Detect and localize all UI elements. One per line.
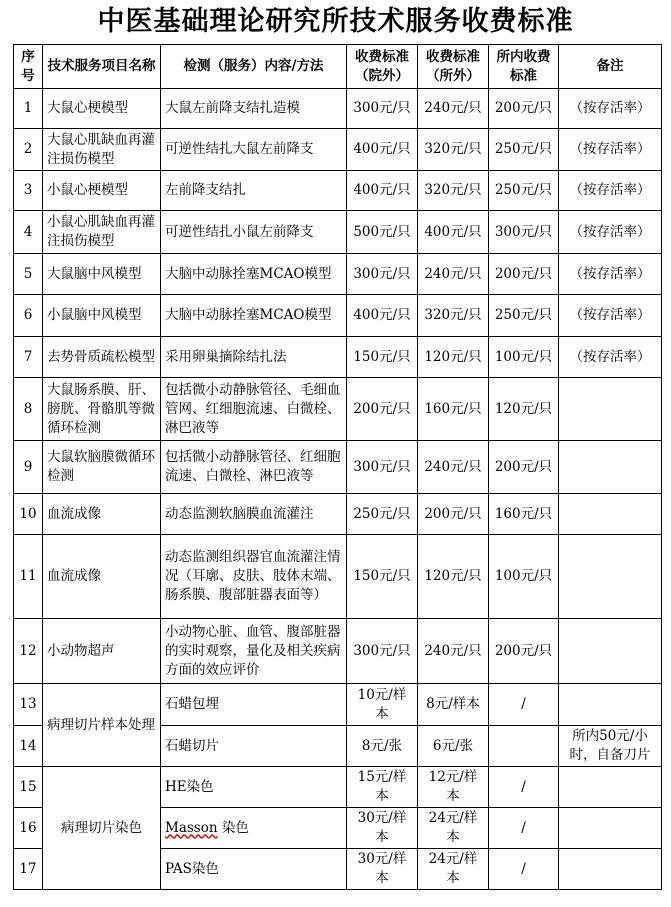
- header-price-external: 收费标准（所外）: [418, 45, 489, 89]
- cell-price-out: 8元/张: [347, 726, 418, 767]
- cell-name-merged: 病理切片染色: [43, 767, 161, 890]
- cell-price-in: /: [489, 767, 559, 808]
- cell-seq: 2: [14, 129, 43, 171]
- cell-price-in: [489, 726, 559, 767]
- cell-price-out: 400元/只: [347, 171, 418, 211]
- table-row: [14, 129, 662, 171]
- cell-content: 动态监测组织器官血流灌注情况（耳廓、皮肤、肢体末端、肠系膜、腹部脏器表面等）: [161, 535, 347, 619]
- cell-note: [559, 535, 662, 619]
- cell-name: 血流成像: [43, 535, 161, 619]
- cell-price-external: 200元/只: [418, 494, 489, 535]
- cell-content: 大鼠左前降支结扎造模: [161, 89, 347, 129]
- cell-content: 小动物心脏、血管、腹部脏器的实时观察，量化及相关疾病方面的效应评价: [161, 619, 347, 684]
- cell-seq: 16: [14, 808, 43, 849]
- cell-price-in: 300元/只: [489, 211, 559, 254]
- cell-content: 包括微小动静脉管径、红细胞流速、白微栓、淋巴液等: [161, 441, 347, 494]
- cell-price-in: 200元/只: [489, 441, 559, 494]
- cell-content: PAS染色: [161, 849, 347, 890]
- cell-price-external: 240元/只: [418, 619, 489, 684]
- cell-name: 去势骨质疏松模型: [43, 337, 161, 378]
- cell-content: 可逆性结扎大鼠左前降支: [161, 129, 347, 171]
- cell-note: [559, 684, 662, 726]
- cell-seq: 17: [14, 849, 43, 890]
- cell-price-in: 100元/只: [489, 535, 559, 619]
- cell-price-out: 300元/只: [347, 441, 418, 494]
- cell-note: （按存活率）: [559, 129, 662, 171]
- table-row: [14, 378, 662, 441]
- cell-price-external: 400元/只: [418, 211, 489, 254]
- cell-name: 小鼠脑中风模型: [43, 295, 161, 337]
- table-row: [14, 767, 662, 808]
- cell-price-external: 240元/只: [418, 89, 489, 129]
- cell-price-external: 320元/只: [418, 171, 489, 211]
- header-price-in: 所内收费标准: [489, 45, 559, 89]
- cell-note: [559, 619, 662, 684]
- cell-price-in: 250元/只: [489, 295, 559, 337]
- cell-content: [161, 808, 347, 849]
- table-row: [14, 254, 662, 295]
- cell-price-in: 250元/只: [489, 129, 559, 171]
- cell-price-external: 6元/张: [418, 726, 489, 767]
- cell-price-in: 200元/只: [489, 89, 559, 129]
- cell-price-out: 250元/只: [347, 494, 418, 535]
- cell-price-out: 300元/只: [347, 89, 418, 129]
- cell-price-in: /: [489, 684, 559, 726]
- cell-content: 大脑中动脉拴塞MCAO模型: [161, 295, 347, 337]
- document-title: 中医基础理论研究所技术服务收费标准: [97, 6, 574, 37]
- cell-seq: 8: [14, 378, 43, 441]
- cell-price-out: 15元/样本: [347, 767, 418, 808]
- cell-content: 左前降支结扎: [161, 171, 347, 211]
- cell-seq: 1: [14, 89, 43, 129]
- cell-price-in: 120元/只: [489, 378, 559, 441]
- cell-price-in: /: [489, 849, 559, 890]
- cell-price-out: 300元/只: [347, 254, 418, 295]
- cell-name: 大鼠心梗模型: [43, 89, 161, 129]
- cell-price-external: 320元/只: [418, 129, 489, 171]
- table-row: [14, 494, 662, 535]
- cell-note: （按存活率）: [559, 171, 662, 211]
- table-row: [14, 535, 662, 619]
- header-content: 检测（服务）内容/方法: [161, 45, 347, 89]
- cell-name: 大鼠肠系膜、肝、膀胱、骨骼肌等微循环检测: [43, 378, 161, 441]
- cell-seq: 10: [14, 494, 43, 535]
- cell-name: 大鼠软脑膜微循环检测: [43, 441, 161, 494]
- cell-content: 石蜡切片: [161, 726, 347, 767]
- cell-price-out: 150元/只: [347, 535, 418, 619]
- header-seq: 序号: [14, 45, 43, 89]
- cell-price-out: 400元/只: [347, 295, 418, 337]
- cell-price-out: 10元/样本: [347, 684, 418, 726]
- cell-seq: 7: [14, 337, 43, 378]
- cell-price-external: 240元/只: [418, 254, 489, 295]
- cell-note: [559, 441, 662, 494]
- header-name: 技术服务项目名称: [43, 45, 161, 89]
- table-row: [14, 684, 662, 726]
- header-price-out: 收费标准（院外）: [347, 45, 418, 89]
- cell-seq: 3: [14, 171, 43, 211]
- cell-content: 包括微小动静脉管径、毛细血管网、红细胞流速、白微栓、淋巴液等: [161, 378, 347, 441]
- cell-seq: 11: [14, 535, 43, 619]
- cell-name: 大鼠心肌缺血再灌注损伤模型: [43, 129, 161, 171]
- cell-price-external: 120元/只: [418, 337, 489, 378]
- content-suffix: 染色: [217, 819, 249, 836]
- table-row: [14, 337, 662, 378]
- cell-content: 可逆性结扎小鼠左前降支: [161, 211, 347, 254]
- header-note: 备注: [559, 45, 662, 89]
- table-row: [14, 171, 662, 211]
- cell-note: （按存活率）: [559, 254, 662, 295]
- cell-price-external: 120元/只: [418, 535, 489, 619]
- cell-price-external: 12元/样本: [418, 767, 489, 808]
- cell-content: 石蜡包埋: [161, 684, 347, 726]
- cell-price-external: 24元/样本: [418, 808, 489, 849]
- cell-seq: 13: [14, 684, 43, 726]
- cell-name: 大鼠脑中风模型: [43, 254, 161, 295]
- fee-table: [13, 44, 662, 890]
- cell-seq: 14: [14, 726, 43, 767]
- table-row: [14, 295, 662, 337]
- cell-price-external: 8元/样本: [418, 684, 489, 726]
- cell-price-external: 24元/样本: [418, 849, 489, 890]
- cell-note: 所内50元/小时，自备刀片: [559, 726, 662, 767]
- cell-seq: 6: [14, 295, 43, 337]
- cell-price-out: 150元/只: [347, 337, 418, 378]
- cell-note: [559, 808, 662, 849]
- cell-price-out: 30元/样本: [347, 808, 418, 849]
- cell-note: [559, 494, 662, 535]
- cell-seq: 5: [14, 254, 43, 295]
- cell-name: 小动物超声: [43, 619, 161, 684]
- cell-seq: 15: [14, 767, 43, 808]
- cell-note: [559, 849, 662, 890]
- cell-note: [559, 378, 662, 441]
- cell-note: [559, 767, 662, 808]
- cell-note: （按存活率）: [559, 211, 662, 254]
- cell-price-external: 160元/只: [418, 378, 489, 441]
- table-row: [14, 441, 662, 494]
- cell-note: （按存活率）: [559, 295, 662, 337]
- cell-price-out: 500元/只: [347, 211, 418, 254]
- table-row: [14, 619, 662, 684]
- cell-price-out: 400元/只: [347, 129, 418, 171]
- table-row: [14, 211, 662, 254]
- cell-note: （按存活率）: [559, 337, 662, 378]
- cell-price-in: 200元/只: [489, 254, 559, 295]
- table-row: [14, 89, 662, 129]
- cell-price-external: 320元/只: [418, 295, 489, 337]
- cell-note: （按存活率）: [559, 89, 662, 129]
- cell-content: 采用卵巢摘除结扎法: [161, 337, 347, 378]
- cell-content: 动态监测软脑膜血流灌注: [161, 494, 347, 535]
- cell-seq: 9: [14, 441, 43, 494]
- cell-name: 血流成像: [43, 494, 161, 535]
- cell-seq: 12: [14, 619, 43, 684]
- cell-price-in: 100元/只: [489, 337, 559, 378]
- spellcheck-underlined-word: Masson: [165, 819, 218, 836]
- cell-content: 大脑中动脉拴塞MCAO模型: [161, 254, 347, 295]
- cell-price-in: /: [489, 808, 559, 849]
- cell-price-in: 200元/只: [489, 619, 559, 684]
- cell-seq: 4: [14, 211, 43, 254]
- cell-price-out: 30元/样本: [347, 849, 418, 890]
- cell-price-external: 240元/只: [418, 441, 489, 494]
- cell-price-out: 200元/只: [347, 378, 418, 441]
- cell-content: HE染色: [161, 767, 347, 808]
- cell-price-in: 160元/只: [489, 494, 559, 535]
- cell-price-in: 250元/只: [489, 171, 559, 211]
- header-row: [14, 45, 662, 89]
- cell-price-out: 300元/只: [347, 619, 418, 684]
- cell-name-merged: 病理切片样本处理: [43, 684, 161, 767]
- cell-name: 小鼠心梗模型: [43, 171, 161, 211]
- cell-name: 小鼠心肌缺血再灌注损伤模型: [43, 211, 161, 254]
